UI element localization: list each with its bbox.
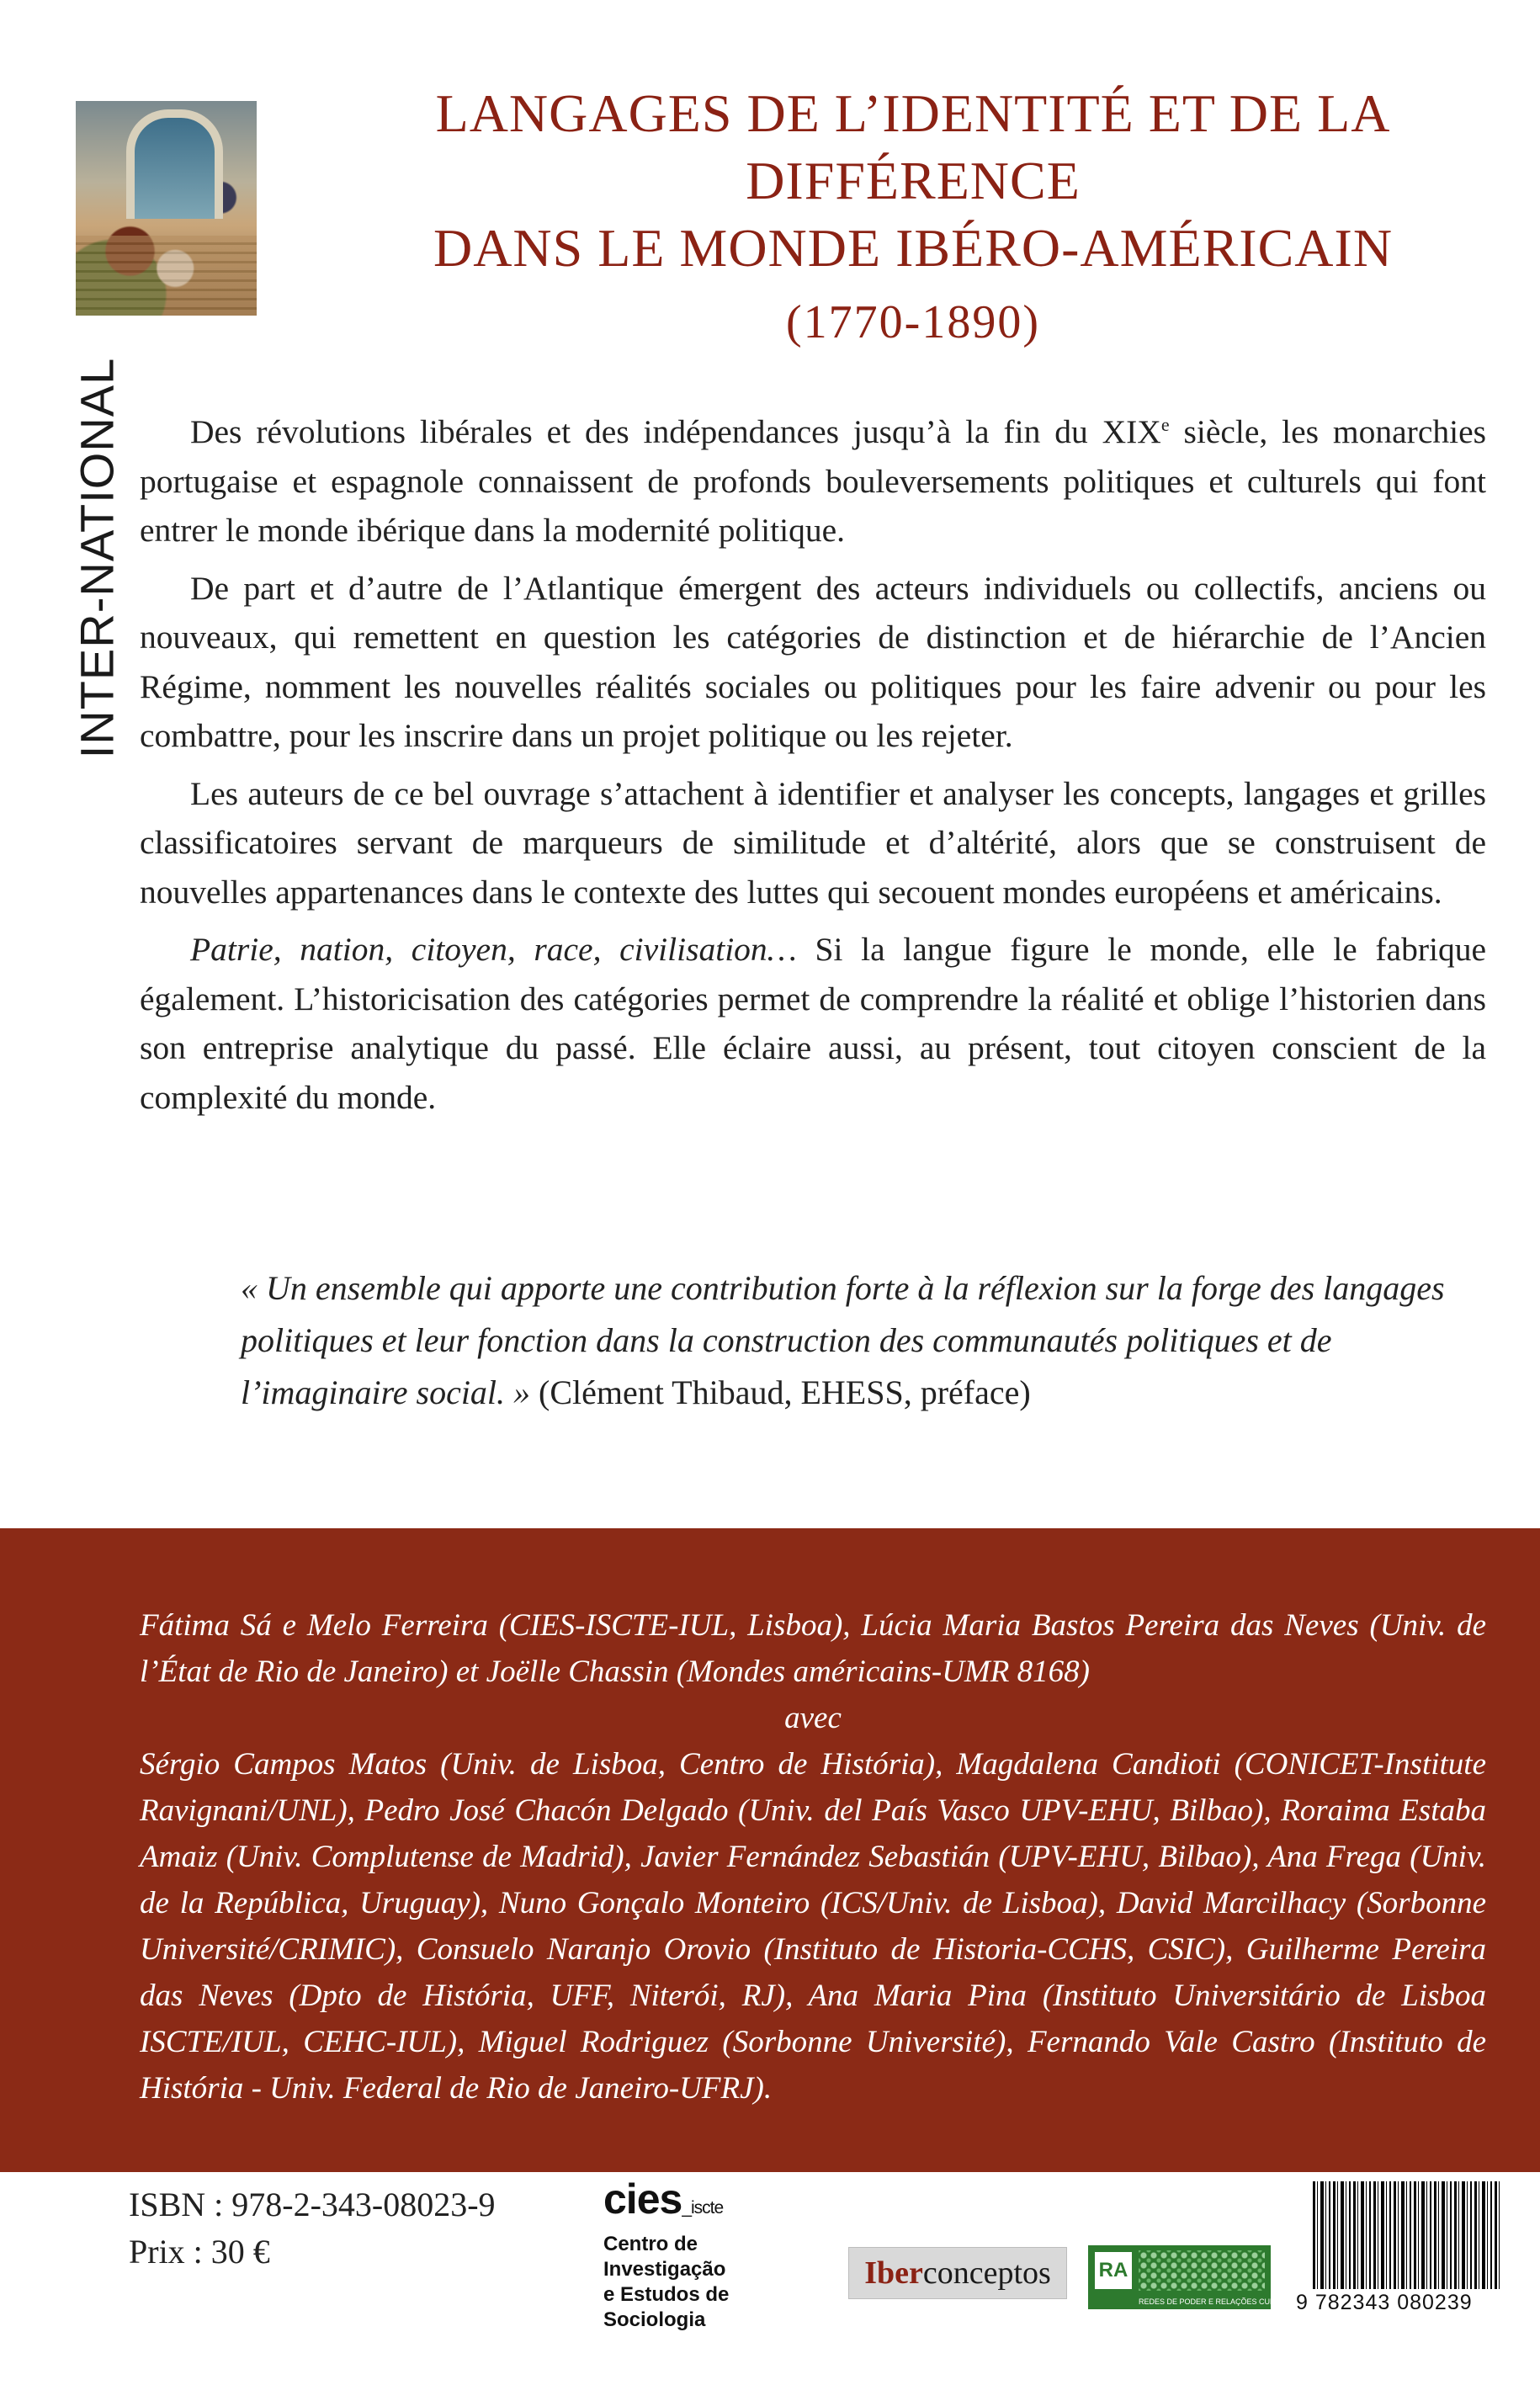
cies-iscte-logo [603,2175,822,2331]
iber-bold: Iber [864,2255,923,2291]
blurb-paragraph-2: De part et d’autre de l’Atlantique émergent des acteurs individuels ou collectifs, anciens ou nouveaux, qui remettent en question les catégories de distinction et de hiérarchie de l’Ancien Régime, nomment les nouvelles réalités sociales ou politiques pour les faire advenir ou pour les combattre, pour les inscrire dans un projet politique ou les rejeter. [140,569,1486,755]
redes-de-poder-logo [1088,2245,1302,2309]
title-line-1: LANGAGES DE L’IDENTITÉ ET DE LA DIFFÉRENCE [435,83,1391,210]
blurb-paragraph-3: Les auteurs de ce bel ouvrage s’attachent à identifier et analyser les concepts, langages et grilles classificatoires servant de marqueurs de similitude et d’altérité, alors que se construisent de nouvelles appartenances dans le contexte des luttes qui secouent mondes européens et américains. [140,774,1486,911]
cies-line-1: Centro de Investigação [603,2233,726,2281]
series-label [50,357,143,759]
quote-text: « Un ensemble qui apporte une contribution forte à la réflexion sur la forge des langages politiques et leur fonction dans la construction des communautés politiques et de l’imaginaire social. » [241,1269,1445,1411]
barcode-bars [1313,2181,1502,2289]
back-cover-blurb [140,401,1486,1130]
footer-info [129,2181,496,2276]
avec-label: avec [784,1701,842,1735]
review-quote [241,1262,1486,1419]
cover-thumbnail-image [76,101,257,316]
contributors: Sérgio Campos Matos (Univ. de Lisboa, Centro de História), Magdalena Candioti (CONICET-Institute Ravignani/UNL), Pedro José Chacón Delgado (Univ. del País Vasco UPV-EHU, Bilbao), Roraima Estaba Amaiz (Univ. Complutense de Madrid), Javier Fernández Sebastián (UPV-EHU, Bilbao), Ana Frega (Univ. de la República, Uruguay), Nuno Gonçalo Monteiro (ICS/Univ. de Lisboa), David Marcilhacy (Sorbonne Université/CRIMIC), Consuelo Naranjo Orovio (Instituto de Historia-CCHS, CSIC), Guilherme Pereira das Neves (Dpto de História, UFF, Niterói, RJ), Ana Maria Pina (Instituto Universitário de Lisboa ISCTE/IUL, CEHC-IUL), Miguel Rodriguez (Sorbonne Université), Fernando Vale Castro (Instituto de História - Univ. Federal de Rio de Janeiro-UFRJ). [140,1747,1486,2106]
iber-rest: conceptos [922,2255,1051,2291]
authors-list [140,1602,1486,2111]
isbn: ISBN : 978-2-343-08023-9 [129,2186,496,2223]
painting-arch [126,109,223,219]
main-authors: Fátima Sá e Melo Ferreira (CIES-ISCTE-IUL, Lisboa), Lúcia Maria Bastos Pereira das Neves (Univ. de l’État de Rio de Janeiro) et Joëlle Chassin (Mondes américains-UMR 8168) [140,1608,1486,1689]
cies-name: cies [603,2175,682,2223]
blurb-paragraph-1: Des révolutions libérales et des indépendances jusqu’à la fin du XIXe siècle, les monarchies portugaise et espagnole connaissent de profonds bouleversements politiques et culturels qui font entrer le monde ibérique dans la modernité politique. [140,413,1486,550]
painting-stairs [76,236,257,316]
iberconceptos-logo [848,2247,1067,2299]
redes-mark: RA [1095,2252,1132,2289]
barcode-digits: 9 782343 080239 [1296,2291,1473,2314]
authors-band [0,1528,1540,2172]
redes-caption: REDES DE PODER E RELAÇÕES CULTURAIS [1139,2297,1302,2306]
blurb-paragraph-4: Patrie, nation, citoyen, race, civilisation… Si la langue figure le monde, elle le fabrique également. L’historicisation des catégories permet de comprendre la réalité et oblige l’historien dans son entreprise analytique du passé. Elle éclaire aussi, au présent, tout citoyen conscient de la complexité du monde. [140,931,1486,1116]
cies-sub: _iscte [682,2198,724,2218]
redes-pattern [1139,2250,1265,2291]
cies-line-2: e Estudos de Sociologia [603,2283,730,2331]
title-dates: (1770-1890) [786,296,1040,348]
quote-attribution: (Clément Thibaud, EHESS, préface) [530,1373,1031,1411]
series-label-text: INTER-NATIONAL [70,357,124,759]
price: Prix : 30 € [129,2233,270,2271]
isbn-barcode [1296,2181,1511,2326]
book-title [337,80,1490,354]
title-line-2: DANS LE MONDE IBÉRO-AMÉRICAIN [433,218,1394,278]
